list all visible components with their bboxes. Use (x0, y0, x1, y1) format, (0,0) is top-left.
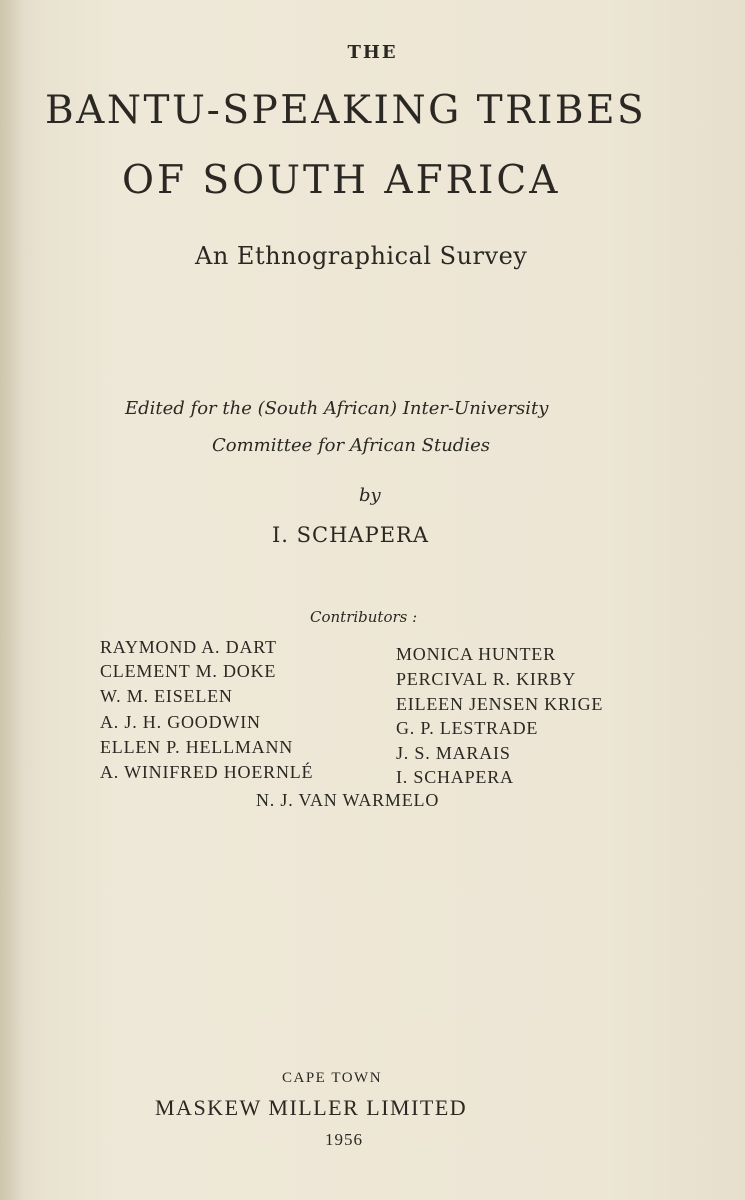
book-subtitle: An Ethnographical Survey (195, 242, 528, 270)
contributor-right-2: PERCIVAL R. KIRBY (396, 669, 577, 689)
contributor-right-4: G. P. LESTRADE (396, 718, 539, 738)
editor-name: I. SCHAPERA (272, 523, 430, 547)
by-label: by (359, 485, 381, 506)
imprint-year: 1956 (325, 1130, 363, 1149)
edited-for-line-2: Committee for African Studies (212, 435, 490, 456)
title-article: THE (347, 42, 398, 63)
contributor-left-3: W. M. EISELEN (100, 686, 233, 706)
book-title-line-2: OF SOUTH AFRICA (122, 158, 561, 203)
page-gutter-shadow (0, 0, 22, 1200)
contributor-left-1: RAYMOND A. DART (100, 637, 277, 657)
contributor-right-5: J. S. MARAIS (396, 743, 511, 763)
contributor-left-2: CLEMENT M. DOKE (100, 661, 277, 681)
contributor-last: N. J. VAN WARMELO (256, 790, 440, 810)
contributor-right-6: I. SCHAPERA (396, 767, 514, 787)
contributor-right-1: MONICA HUNTER (396, 644, 556, 664)
imprint-place: CAPE TOWN (282, 1070, 383, 1086)
book-title-line-1: BANTU-SPEAKING TRIBES (45, 88, 647, 133)
edited-for-line-1: Edited for the (South African) Inter-University (125, 398, 549, 419)
imprint-publisher: MASKEW MILLER LIMITED (155, 1095, 468, 1120)
contributor-left-5: ELLEN P. HELLMANN (100, 737, 294, 757)
contributors-heading: Contributors : (310, 608, 418, 626)
contributor-right-3: EILEEN JENSEN KRIGE (396, 694, 604, 714)
contributor-left-6: A. WINIFRED HOERNLÉ (100, 762, 314, 782)
contributor-left-4: A. J. H. GOODWIN (100, 712, 261, 732)
